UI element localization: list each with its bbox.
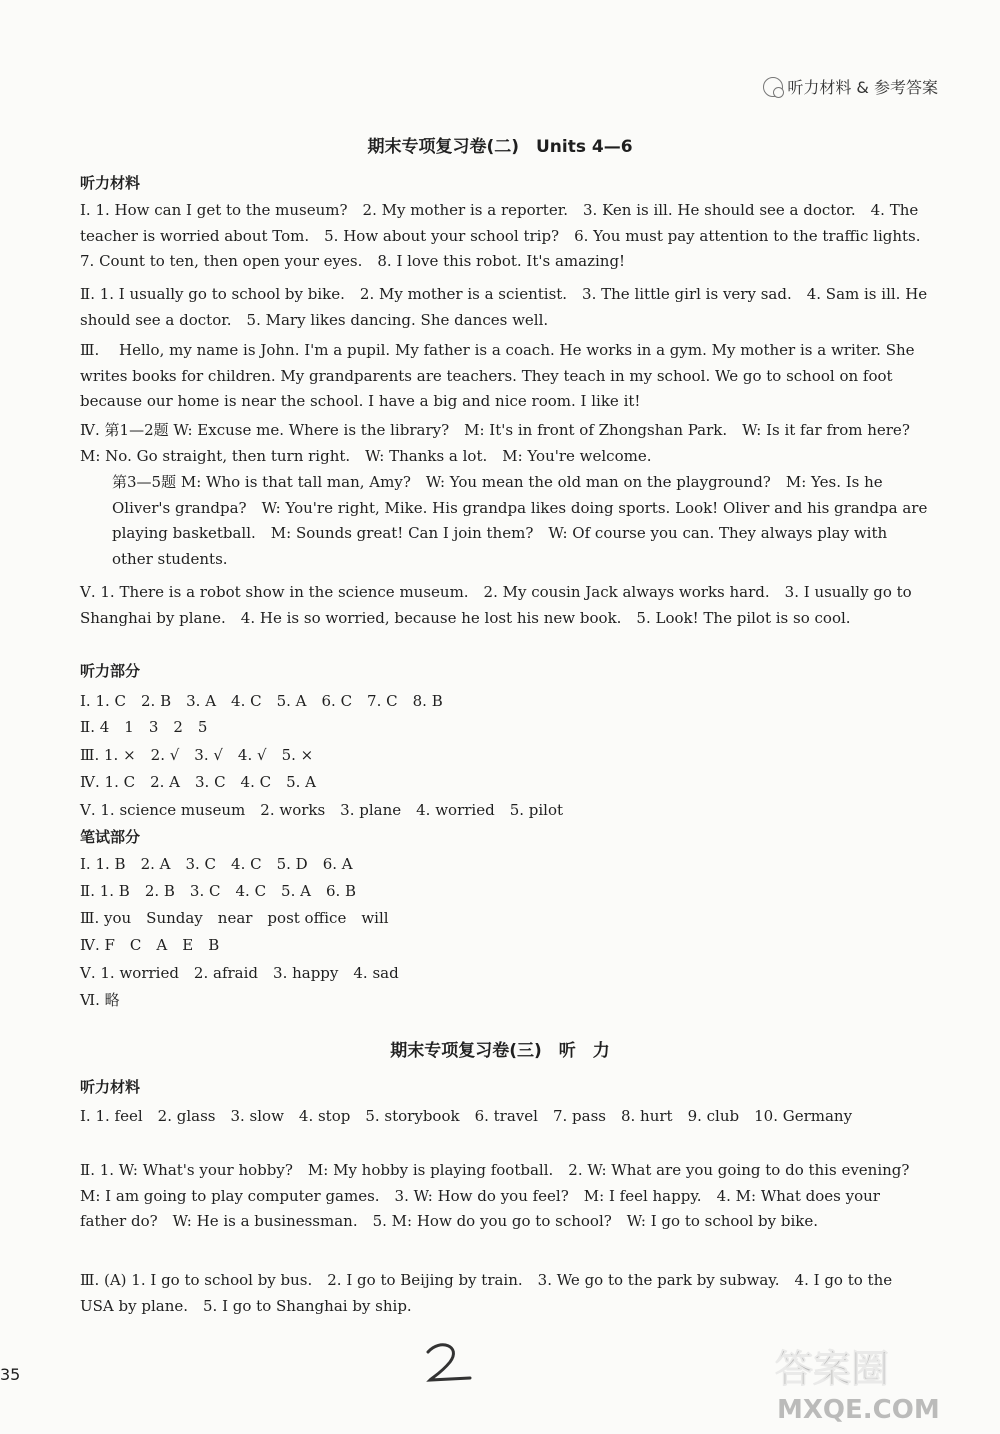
listening-answers-3: Ⅲ. 1. × 2. √ 3. √ 4. √ 5. × xyxy=(80,746,314,764)
material-part-4b: 第3—5题 M: Who is that tall man, Amy? W: You mean the old man on the playground? M: Yes. Is he Oliver's grandpa? W: You're right, Mike. His grandpa likes doing sports. Look! Oliver and his grandpa are playing basketball. M: Sounds great! Can I join them? W: Of course you can. They always play with other students. xyxy=(112,473,928,569)
written-answers-4: Ⅳ. F C A E B xyxy=(80,936,220,954)
watermark-top: 答案圈 xyxy=(775,1347,890,1391)
section-title-2: 期末专项复习卷(二) Units 4—6 xyxy=(367,137,633,157)
material3-part-2: Ⅱ. 1. W: What's your hobby? M: My hobby is playing football. 2. W: What are you going to do this evening? M: I am going to play computer games. 3. W: How do you feel? M: I feel happy. 4. M: What does your father do? W: He is a businessman. 5. M: How do you go to school? W: I go to school by bike. xyxy=(80,1161,925,1231)
material3-part-3: Ⅲ. (A) 1. I go to school by bus. 2. I go to Beijing by train. 3. We go to the park by subway. 4. I go to the USA by plane. 5. I go to Shanghai by ship. xyxy=(80,1271,893,1315)
page-number: 35 xyxy=(0,1365,21,1384)
handwritten-text: 2 xyxy=(420,1340,421,1341)
heading-listening-material: 听力材料 xyxy=(80,174,141,192)
material-part-5: Ⅴ. 1. There is a robot show in the science museum. 2. My cousin Jack always works hard. 3. I usually go to Shanghai by plane. 4. He is so worried, because he lost his new book. 5. Look! The pilot is so cool. xyxy=(80,583,912,627)
watermark-bottom: MXQE.COM xyxy=(777,1395,940,1425)
written-answers-2: Ⅱ. 1. B 2. B 3. C 4. C 5. A 6. B xyxy=(80,882,357,900)
heading-written-answers: 笔试部分 xyxy=(80,828,141,846)
section-title-3: 期末专项复习卷(三) 听 力 xyxy=(390,1041,610,1061)
heading-listening-material-3: 听力材料 xyxy=(80,1078,141,1096)
header-rings-icon xyxy=(763,77,783,97)
watermark-logo xyxy=(767,1340,982,1425)
listening-answers-4: Ⅳ. 1. C 2. A 3. C 4. C 5. A xyxy=(80,773,317,791)
written-answers-6: Ⅵ. 略 xyxy=(80,991,120,1009)
written-answers-5: Ⅴ. 1. worried 2. afraid 3. happy 4. sad xyxy=(80,964,399,982)
running-header xyxy=(763,75,938,98)
listening-answers-5: Ⅴ. 1. science museum 2. works 3. plane 4. worried 5. pilot xyxy=(80,801,564,819)
written-answers-1: Ⅰ. 1. B 2. A 3. C 4. C 5. D 6. A xyxy=(80,855,353,873)
material-part-3: Ⅲ. Hello, my name is John. I'm a pupil. My father is a coach. He works in a gym. My mother is a writer. She writes books for children. My grandparents are teachers. They teach in my school. We go to school on foot because our home is near the school. I have a big and nice room. I like it! xyxy=(80,341,915,411)
material3-part-1: Ⅰ. 1. feel 2. glass 3. slow 4. stop 5. storybook 6. travel 7. pass 8. hurt 9. club 10. Germany xyxy=(80,1107,853,1125)
handwritten-mark xyxy=(420,1340,480,1390)
material-part-4a: Ⅳ. 第1—2题 W: Excuse me. Where is the library? M: It's in front of Zhongshan Park. W: Is it far from here? M: No. Go straight, then turn right. W: Thanks a lot. M: You're welcome. xyxy=(80,421,925,465)
listening-answers-1: Ⅰ. 1. C 2. B 3. A 4. C 5. A 6. C 7. C 8. B xyxy=(80,692,443,710)
listening-answers-2: Ⅱ. 4 1 3 2 5 xyxy=(80,718,208,736)
header-text: 听力材料 & 参考答案 xyxy=(787,78,938,97)
material-part-1: Ⅰ. 1. How can I get to the museum? 2. My mother is a reporter. 3. Ken is ill. He should see a doctor. 4. The teacher is worried about Tom. 5. How about your school trip? 6. You must pay attention to the traffic lights. 7. Count to ten, then open your eyes. 8. I love this robot. It's amazing! xyxy=(80,201,936,271)
written-answers-3: Ⅲ. you Sunday near post office will xyxy=(80,909,389,927)
material-part-2: Ⅱ. 1. I usually go to school by bike. 2. My mother is a scientist. 3. The little girl is very sad. 4. Sam is ill. He should see a doctor. 5. Mary likes dancing. She dances well. xyxy=(80,285,928,329)
heading-listening-answers: 听力部分 xyxy=(80,662,141,680)
